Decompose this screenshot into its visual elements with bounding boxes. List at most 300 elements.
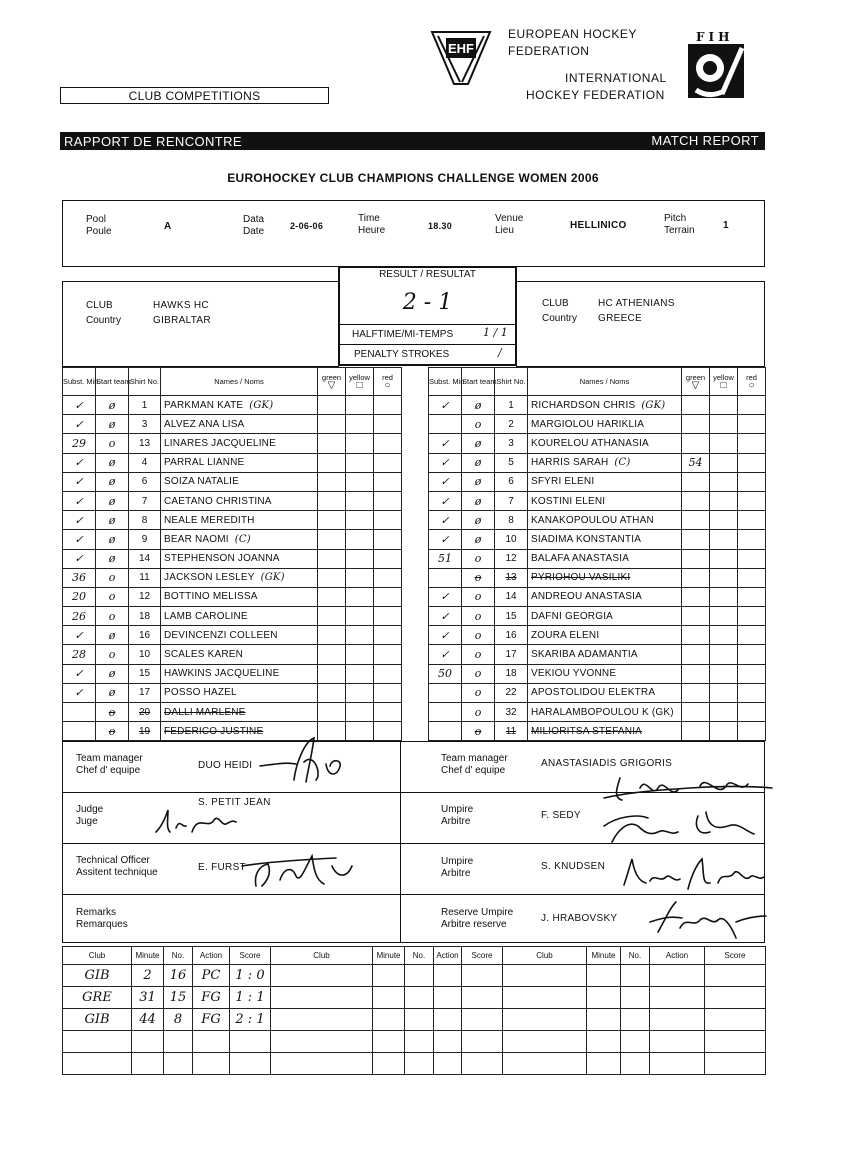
player-name: KANAKOPOULOU ATHAN <box>528 511 682 530</box>
start-mark: o <box>462 415 495 434</box>
player-note: (GK) <box>249 399 274 411</box>
shirt-number: 8 <box>495 511 528 530</box>
yellow-card <box>710 645 738 664</box>
fih-logo-text: FIH <box>696 30 734 44</box>
result-label: RESULT / RESULTAT <box>379 269 476 280</box>
subst-minute: ✓ <box>429 530 462 549</box>
subst-minute: ✓ <box>429 491 462 510</box>
shirt-number: 3 <box>495 434 528 453</box>
start-mark: ø <box>96 626 129 645</box>
player-row <box>63 626 402 645</box>
scoring-no: 15 <box>164 987 193 1009</box>
scoring-row <box>63 1031 766 1053</box>
green-card <box>682 722 710 741</box>
home-club-values <box>153 298 211 328</box>
shirt-number: 4 <box>129 453 161 472</box>
yellow-card <box>346 607 374 626</box>
scoring-minute: 44 <box>132 1009 164 1031</box>
player-row <box>63 491 402 510</box>
shirt-number: 10 <box>129 645 161 664</box>
start-mark: o <box>96 645 129 664</box>
scoring-action <box>434 965 462 987</box>
subst-minute: ✓ <box>63 530 96 549</box>
green-card <box>318 530 346 549</box>
scoring-action <box>650 987 705 1009</box>
start-mark: o <box>462 549 495 568</box>
home-manager-signature <box>256 734 356 790</box>
result-box <box>338 266 517 366</box>
scoring-score <box>705 965 766 987</box>
scoring-body <box>63 965 766 1075</box>
green-card <box>318 626 346 645</box>
red-card <box>738 511 766 530</box>
shirt-number: 7 <box>129 491 161 510</box>
competition-title: EUROHOCKEY CLUB CHAMPIONS CHALLENGE WOMEN 2006 <box>227 171 599 185</box>
yellow-card <box>346 415 374 434</box>
col-shirt: Shirt No. <box>129 368 161 396</box>
player-row <box>63 703 402 722</box>
shirt-number: 13 <box>129 434 161 453</box>
red-card <box>374 396 402 415</box>
technical-officer: E. FURST <box>198 862 246 873</box>
scoring-club <box>271 1009 373 1031</box>
club-competitions-box <box>60 87 329 104</box>
shirt-number: 6 <box>495 472 528 491</box>
player-row <box>63 396 402 415</box>
green-card <box>318 683 346 702</box>
scoring-header: No. <box>405 947 434 965</box>
scoring-no <box>621 1009 650 1031</box>
scoring-header: Club <box>63 947 132 965</box>
player-row <box>63 645 402 664</box>
yellow-card <box>346 587 374 606</box>
player-note: (C) <box>614 457 631 469</box>
shirt-number: 22 <box>495 683 528 702</box>
start-mark: ø <box>462 530 495 549</box>
yellow-card <box>346 568 374 587</box>
start-mark: o <box>462 664 495 683</box>
yellow-card <box>710 415 738 434</box>
shirt-number: 3 <box>129 415 161 434</box>
subst-minute: ✓ <box>63 491 96 510</box>
away-club-name: HC ATHENIANS <box>598 298 675 309</box>
scoring-score <box>230 1053 271 1075</box>
red-card <box>738 703 766 722</box>
col-yellow: yellow □ <box>346 368 374 396</box>
green-card <box>318 511 346 530</box>
away-club-values <box>598 296 675 326</box>
scoring-no <box>621 987 650 1009</box>
scoring-no <box>405 1053 434 1075</box>
green-card <box>682 472 710 491</box>
scoring-minute <box>587 1031 621 1053</box>
player-note: (C) <box>234 533 251 545</box>
halftime-label: HALFTIME/MI-TEMPS <box>352 329 454 340</box>
col-start: Start team <box>96 368 129 396</box>
scoring-action <box>434 1009 462 1031</box>
yellow-card <box>346 683 374 702</box>
red-card <box>374 530 402 549</box>
green-card <box>682 587 710 606</box>
start-mark: o <box>96 434 129 453</box>
yellow-card <box>710 722 738 741</box>
player-row <box>429 415 766 434</box>
subst-minute: ✓ <box>63 453 96 472</box>
scoring-action <box>193 1031 230 1053</box>
start-mark: o <box>96 607 129 626</box>
start-mark: o <box>96 568 129 587</box>
scoring-no: 16 <box>164 965 193 987</box>
player-row <box>63 472 402 491</box>
yellow-card <box>710 683 738 702</box>
yellow-card <box>346 549 374 568</box>
yellow-card <box>346 511 374 530</box>
scoring-header: Score <box>705 947 766 965</box>
scoring-club <box>271 987 373 1009</box>
scoring-action <box>434 987 462 1009</box>
player-row <box>63 511 402 530</box>
yellow-card <box>710 491 738 510</box>
scoring-score <box>705 987 766 1009</box>
start-mark: o <box>96 722 129 741</box>
subst-minute <box>429 722 462 741</box>
red-card <box>374 511 402 530</box>
report-banner <box>60 132 765 150</box>
player-name: POSSO HAZEL <box>161 683 318 702</box>
scoring-header: Club <box>271 947 373 965</box>
red-card <box>738 396 766 415</box>
player-name: DALLI MARLENE <box>161 703 318 722</box>
scoring-action: FG <box>193 1009 230 1031</box>
yellow-card <box>346 396 374 415</box>
subst-minute: ✓ <box>63 664 96 683</box>
away-players-table <box>428 367 766 741</box>
red-card <box>738 664 766 683</box>
start-mark: ø <box>462 511 495 530</box>
yellow-card <box>710 530 738 549</box>
scoring-minute <box>587 1009 621 1031</box>
red-card <box>374 703 402 722</box>
away-club-labels: CLUB Country <box>542 298 578 324</box>
start-mark: o <box>96 587 129 606</box>
player-row <box>429 587 766 606</box>
subst-minute: ✓ <box>63 683 96 702</box>
red-card <box>374 434 402 453</box>
player-name: LINARES JACQUELINE <box>161 434 318 453</box>
pitch-label: Pitch Terrain <box>664 213 695 236</box>
technical-officer-signature <box>236 846 360 892</box>
col-subst: Subst. Min. <box>429 368 462 396</box>
scoring-no <box>405 987 434 1009</box>
banner-left: RAPPORT DE RENCONTRE <box>64 134 242 149</box>
scoring-minute <box>373 1053 405 1075</box>
subst-minute: 26 <box>63 607 96 626</box>
shirt-number: 20 <box>129 703 161 722</box>
player-name: DEVINCENZI COLLEEN <box>161 626 318 645</box>
col-names: Names / Noms <box>528 368 682 396</box>
umpire2: S. KNUDSEN <box>541 861 606 872</box>
player-name: SKARIBA ADAMANTIA <box>528 645 682 664</box>
scoring-no <box>405 1009 434 1031</box>
player-row <box>429 626 766 645</box>
start-mark: o <box>462 626 495 645</box>
scoring-score <box>705 1053 766 1075</box>
player-name: HARALAMBOPOULOU K (GK) <box>528 703 682 722</box>
red-card <box>738 568 766 587</box>
subst-minute: 29 <box>63 434 96 453</box>
green-card <box>318 472 346 491</box>
pool-value: A <box>164 221 172 232</box>
shirt-number: 18 <box>129 607 161 626</box>
red-card <box>738 607 766 626</box>
home-players-table <box>62 367 402 741</box>
subst-minute: ✓ <box>63 511 96 530</box>
subst-minute: ✓ <box>63 626 96 645</box>
green-card <box>682 434 710 453</box>
red-card <box>374 587 402 606</box>
subst-minute: ✓ <box>429 453 462 472</box>
fih-logo <box>688 30 744 100</box>
green-card <box>318 491 346 510</box>
player-name: SOIZA NATALIE <box>161 472 318 491</box>
yellow-card <box>710 396 738 415</box>
red-card <box>374 415 402 434</box>
start-mark: ø <box>96 664 129 683</box>
red-card <box>374 549 402 568</box>
yellow-card <box>346 703 374 722</box>
halftime-value: 1 / 1 <box>483 326 508 339</box>
scoring-header: Action <box>434 947 462 965</box>
player-row <box>63 549 402 568</box>
subst-minute <box>63 703 96 722</box>
scoring-no <box>405 1031 434 1053</box>
scoring-no <box>621 965 650 987</box>
start-mark: ø <box>96 683 129 702</box>
col-red: red ○ <box>738 368 766 396</box>
shirt-number: 5 <box>495 453 528 472</box>
scoring-club <box>503 1053 587 1075</box>
col-names: Names / Noms <box>161 368 318 396</box>
player-note: (GK) <box>641 399 666 411</box>
red-card <box>738 722 766 741</box>
player-row <box>429 453 766 472</box>
player-name: BEAR NAOMI (C) <box>161 530 318 549</box>
scoring-header: Minute <box>132 947 164 965</box>
subst-minute: ✓ <box>429 626 462 645</box>
red-card <box>374 607 402 626</box>
red-card <box>738 587 766 606</box>
shirt-number: 11 <box>129 568 161 587</box>
green-card <box>318 415 346 434</box>
reserve-umpire-signature <box>646 898 770 944</box>
player-name: FEDERICO JUSTINE <box>161 722 318 741</box>
subst-minute <box>429 703 462 722</box>
umpire1: F. SEDY <box>541 810 581 821</box>
away-players-body <box>429 396 766 741</box>
player-name: STEPHENSON JOANNA <box>161 549 318 568</box>
ehf-name-line2: FEDERATION <box>508 44 590 58</box>
col-shirt: Shirt No. <box>495 368 528 396</box>
subst-minute: ✓ <box>63 472 96 491</box>
red-card <box>374 491 402 510</box>
result-score: 2 - 1 <box>402 290 453 315</box>
scoring-row <box>63 987 766 1009</box>
scoring-club: GIB <box>63 1009 132 1031</box>
player-note: (GK) <box>260 572 285 584</box>
scoring-row <box>63 965 766 987</box>
scoring-minute <box>587 965 621 987</box>
shirt-number: 7 <box>495 491 528 510</box>
red-card <box>738 491 766 510</box>
yellow-card <box>346 491 374 510</box>
green-card <box>682 415 710 434</box>
home-club-name: HAWKS HC <box>153 300 209 311</box>
player-name: PYRIOHOU VASILIKI <box>528 568 682 587</box>
yellow-card <box>346 626 374 645</box>
red-card <box>374 722 402 741</box>
player-row <box>429 568 766 587</box>
subst-minute: 51 <box>429 549 462 568</box>
start-mark: ø <box>96 549 129 568</box>
shirt-number: 11 <box>495 722 528 741</box>
away-country: GREECE <box>598 313 643 324</box>
yellow-card <box>346 645 374 664</box>
start-mark: ø <box>96 415 129 434</box>
shirt-number: 18 <box>495 664 528 683</box>
scoring-minute <box>373 987 405 1009</box>
away-manager-signature <box>600 768 776 808</box>
scoring-minute <box>373 1009 405 1031</box>
player-name: VEKIOU YVONNE <box>528 664 682 683</box>
player-name: KOSTINI ELENI <box>528 491 682 510</box>
player-row <box>429 511 766 530</box>
subst-minute: 36 <box>63 568 96 587</box>
umpire2-label: Umpire Arbitre <box>441 856 474 879</box>
yellow-card <box>346 453 374 472</box>
scoring-header: Score <box>462 947 503 965</box>
remarks-label: Remarks Remarques <box>76 907 128 930</box>
shirt-number: 1 <box>495 396 528 415</box>
green-card <box>682 626 710 645</box>
col-start: Start team <box>462 368 495 396</box>
scoring-club <box>271 1031 373 1053</box>
player-row <box>63 434 402 453</box>
start-mark: o <box>462 568 495 587</box>
red-card <box>738 434 766 453</box>
judge-label: Judge Juge <box>76 804 104 827</box>
scoring-club <box>503 965 587 987</box>
scoring-score <box>462 1009 503 1031</box>
scoring-score <box>705 1031 766 1053</box>
player-name: CAETANO CHRISTINA <box>161 491 318 510</box>
player-name: PARRAL LIANNE <box>161 453 318 472</box>
red-card <box>374 645 402 664</box>
shirt-number: 2 <box>495 415 528 434</box>
yellow-card <box>710 664 738 683</box>
scoring-row <box>63 1009 766 1031</box>
player-name: MARGIOLOU HARIKLIA <box>528 415 682 434</box>
player-name: SIADIMA KONSTANTIA <box>528 530 682 549</box>
red-card <box>738 415 766 434</box>
scoring-no <box>164 1031 193 1053</box>
green-card <box>318 453 346 472</box>
scoring-club <box>503 1009 587 1031</box>
subst-minute <box>429 683 462 702</box>
green-card <box>318 703 346 722</box>
green-card <box>318 568 346 587</box>
yellow-card <box>710 626 738 645</box>
scoring-minute <box>132 1053 164 1075</box>
player-name: ANDREOU ANASTASIA <box>528 587 682 606</box>
yellow-card <box>710 587 738 606</box>
player-row <box>429 607 766 626</box>
player-name: SFYRI ELENI <box>528 472 682 491</box>
scoring-minute <box>587 1053 621 1075</box>
yellow-card <box>710 434 738 453</box>
start-mark: ø <box>96 491 129 510</box>
green-card <box>682 491 710 510</box>
player-row <box>63 453 402 472</box>
player-row <box>63 683 402 702</box>
scoring-header: No. <box>164 947 193 965</box>
player-row <box>63 607 402 626</box>
scoring-score: 1 : 1 <box>230 987 271 1009</box>
scoring-action <box>193 1053 230 1075</box>
start-mark: o <box>462 587 495 606</box>
scoring-header: Club <box>503 947 587 965</box>
scoring-action <box>650 1031 705 1053</box>
fih-name-line1: INTERNATIONAL <box>565 71 667 85</box>
green-card <box>682 683 710 702</box>
scoring-header: Minute <box>373 947 405 965</box>
scoring-minute <box>373 965 405 987</box>
player-name: BALAFA ANASTASIA <box>528 549 682 568</box>
scoring-header: Action <box>650 947 705 965</box>
green-card <box>318 587 346 606</box>
venue-label: Venue Lieu <box>495 213 524 236</box>
shirt-number: 10 <box>495 530 528 549</box>
scoring-minute: 31 <box>132 987 164 1009</box>
scoring-score: 2 : 1 <box>230 1009 271 1031</box>
subst-minute: ✓ <box>429 396 462 415</box>
scoring-club <box>271 965 373 987</box>
player-row <box>63 664 402 683</box>
scoring-row <box>63 1053 766 1075</box>
start-mark: ø <box>462 472 495 491</box>
player-name: PARKMAN KATE (GK) <box>161 396 318 415</box>
shirt-number: 1 <box>129 396 161 415</box>
shirt-number: 9 <box>129 530 161 549</box>
player-row <box>429 703 766 722</box>
start-mark: ø <box>462 491 495 510</box>
scoring-action <box>434 1031 462 1053</box>
scoring-table <box>62 946 766 1075</box>
subst-minute <box>63 722 96 741</box>
yellow-card <box>710 549 738 568</box>
scoring-no: 8 <box>164 1009 193 1031</box>
start-mark: o <box>462 645 495 664</box>
green-card <box>318 607 346 626</box>
scoring-score <box>462 965 503 987</box>
subst-minute <box>429 568 462 587</box>
green-card <box>682 607 710 626</box>
subst-minute: ✓ <box>63 549 96 568</box>
home-manager: DUO HEIDI <box>198 760 253 771</box>
subst-minute: ✓ <box>429 645 462 664</box>
col-green: green ▽ <box>318 368 346 396</box>
green-card <box>682 530 710 549</box>
shirt-number: 14 <box>129 549 161 568</box>
